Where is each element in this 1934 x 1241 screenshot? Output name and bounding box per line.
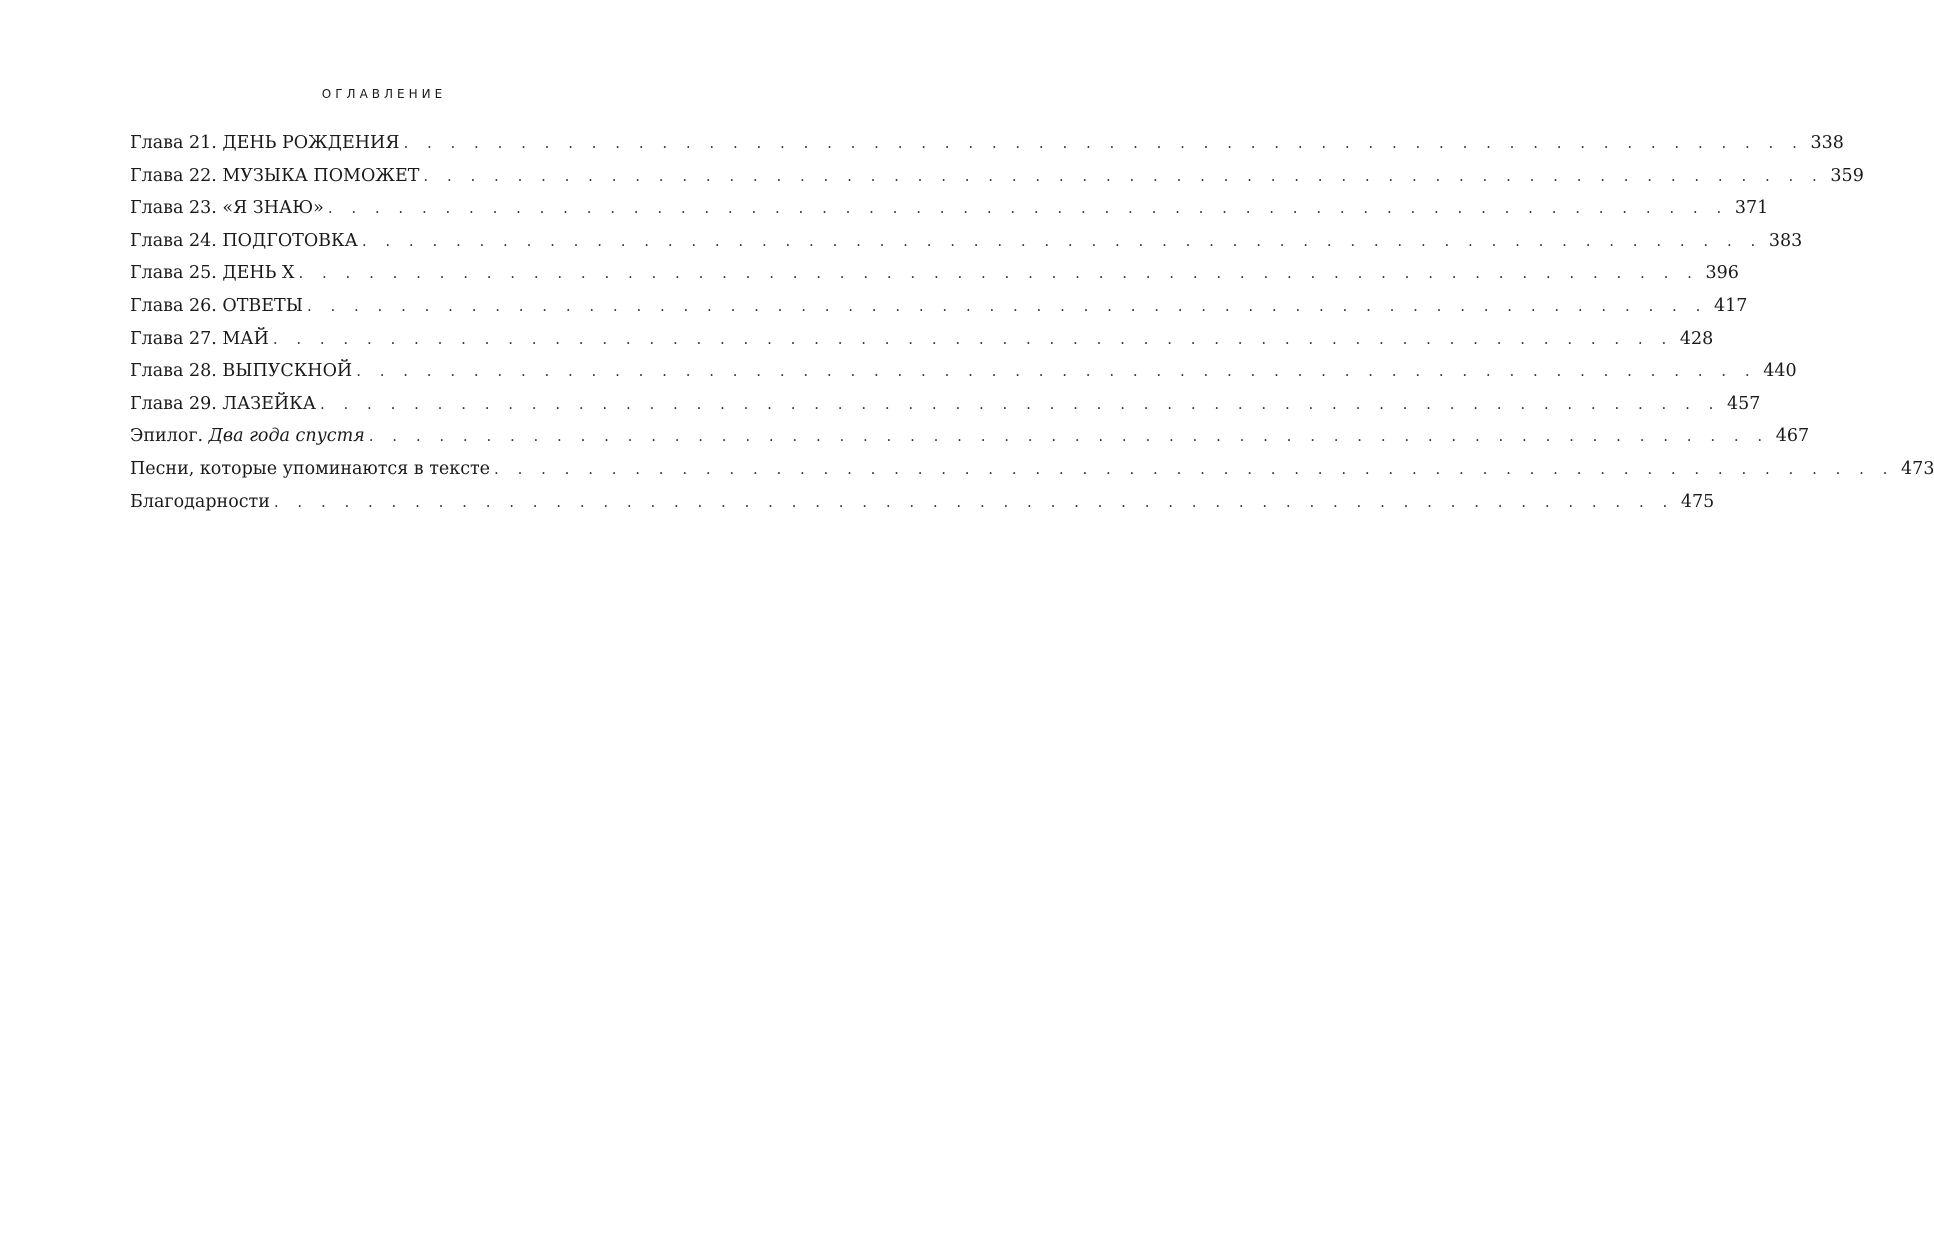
entry-prefix: Глава 28.: [130, 361, 223, 382]
entry-title: [130, 127, 403, 160]
toc-list: [130, 127, 1934, 518]
dot-leader: . . . . . . . . . . . . . . . . . . . . . . . . . . . . . . . . . . . . . . . . . . . . . . . . . . . . . . . . . . . .: [356, 362, 1757, 381]
entry-page-number: 457: [1726, 393, 1761, 414]
toc-entry: [130, 388, 1761, 421]
entry-prefix: Глава 27.: [130, 328, 223, 349]
entry-prefix: Глава 24.: [130, 230, 223, 251]
toc-entry: [130, 225, 1803, 258]
entry-name: Благодарности: [130, 491, 270, 512]
entry-title: [130, 453, 494, 486]
entry-title: [130, 290, 307, 323]
entry-title: [130, 225, 362, 258]
entry-title: [130, 257, 298, 290]
entry-prefix: Глава 23.: [130, 198, 223, 219]
entry-page-number: 371: [1734, 198, 1769, 219]
toc-entry: [130, 257, 1739, 290]
dot-leader: . . . . . . . . . . . . . . . . . . . . . . . . . . . . . . . . . . . . . . . . . . . . . . . . . . . . . . . . . . . .: [327, 199, 1729, 218]
entry-name: ЛАЗЕЙКА: [222, 393, 316, 414]
dot-leader: . . . . . . . . . . . . . . . . . . . . . . . . . . . . . . . . . . . . . . . . . . . . . . . . . . . . . . . . . . . .: [298, 264, 1699, 283]
entry-prefix: Глава 29.: [130, 393, 223, 414]
toc-heading: ОГЛАВЛЕНИЕ: [321, 87, 447, 101]
entry-title: [130, 192, 328, 225]
entry-name: ДЕНЬ РОЖДЕНИЯ: [222, 133, 400, 153]
dot-leader: . . . . . . . . . . . . . . . . . . . . . . . . . . . . . . . . . . . . . . . . . . . . . . . . . . . . . . . . . . . .: [273, 492, 1675, 511]
toc-entry: [130, 323, 1714, 356]
entry-name: Песни, которые упоминаются в тексте: [130, 458, 491, 479]
toc-entry: [130, 420, 1810, 453]
dot-leader: . . . . . . . . . . . . . . . . . . . . . . . . . . . . . . . . . . . . . . . . . . . . . . . . . . . . . . . . . . . .: [368, 427, 1770, 446]
entry-page-number: 475: [1680, 491, 1715, 512]
entry-page-number: 338: [1810, 133, 1844, 153]
dot-leader: . . . . . . . . . . . . . . . . . . . . . . . . . . . . . . . . . . . . . . . . . . . . . . . . . . . . . . . . . . . .: [494, 459, 1895, 478]
entry-prefix: Эпилог.: [130, 426, 209, 447]
dot-leader: . . . . . . . . . . . . . . . . . . . . . . . . . . . . . . . . . . . . . . . . . . . . . . . . . . . . . . . . . . . .: [319, 394, 1721, 413]
entry-title: [130, 355, 356, 388]
entry-page-number: 467: [1775, 426, 1810, 447]
toc-entry: [130, 192, 1769, 225]
dot-leader: . . . . . . . . . . . . . . . . . . . . . . . . . . . . . . . . . . . . . . . . . . . . . . . . . . . . . . . . . . . .: [361, 231, 1763, 250]
entry-title: [130, 323, 273, 356]
entry-name: Два года спустя: [208, 426, 365, 447]
entry-title: [130, 388, 320, 421]
entry-title: [130, 160, 423, 193]
toc-entry: [130, 290, 1748, 323]
entry-title: [130, 420, 369, 453]
entry-prefix: Глава 22.: [130, 165, 223, 186]
entry-name: МУЗЫКА ПОМОЖЕТ: [222, 165, 420, 186]
entry-prefix: Глава 26.: [130, 295, 223, 316]
entry-page-number: 473: [1901, 458, 1934, 479]
entry-name: ДЕНЬ Х: [222, 263, 295, 284]
entry-title: [130, 486, 274, 519]
dot-leader: . . . . . . . . . . . . . . . . . . . . . . . . . . . . . . . . . . . . . . . . . . . . . . . . . . . . . . . . . . . .: [423, 166, 1824, 185]
entry-name: ВЫПУСКНОЙ: [222, 361, 353, 382]
toc-entry: [130, 486, 1715, 519]
toc-entry: [130, 355, 1797, 388]
entry-page-number: 417: [1713, 295, 1748, 316]
toc-entry: [130, 127, 1844, 160]
entry-prefix: Глава 21.: [130, 133, 223, 153]
entry-page-number: 396: [1705, 263, 1739, 284]
entry-name: МАЙ: [222, 328, 269, 349]
dot-leader: . . . . . . . . . . . . . . . . . . . . . . . . . . . . . . . . . . . . . . . . . . . . . . . . . . . . . . . . . . . .: [272, 329, 1674, 348]
entry-page-number: 440: [1763, 361, 1797, 382]
entry-name: «Я ЗНАЮ»: [222, 198, 324, 219]
entry-page-number: 383: [1768, 230, 1803, 251]
entry-page-number: 428: [1679, 328, 1714, 349]
dot-leader: . . . . . . . . . . . . . . . . . . . . . . . . . . . . . . . . . . . . . . . . . . . . . . . . . . . . . . . . . . . .: [306, 296, 1708, 315]
entry-name: ОТВЕТЫ: [222, 295, 303, 316]
toc-entry: [130, 160, 1864, 193]
entry-page-number: 359: [1830, 165, 1864, 186]
toc-entry: [130, 453, 1934, 486]
entry-prefix: Глава 25.: [130, 263, 223, 284]
entry-name: ПОДГОТОВКА: [222, 230, 358, 251]
dot-leader: . . . . . . . . . . . . . . . . . . . . . . . . . . . . . . . . . . . . . . . . . . . . . . . . . . . . . . . . . . . .: [403, 134, 1804, 152]
